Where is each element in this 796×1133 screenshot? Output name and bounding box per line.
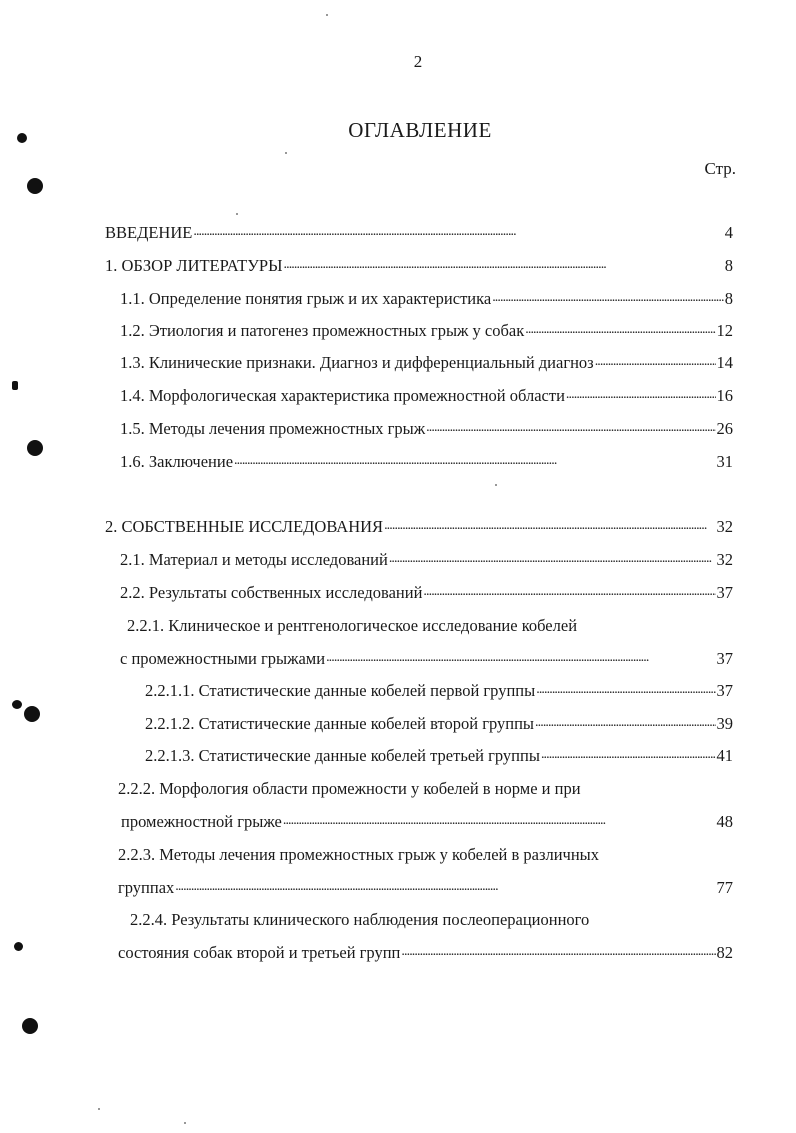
toc-entry-label: 2.2.1.2. Статистические данные кобелей второй группы xyxy=(145,714,535,733)
toc-entry xyxy=(120,418,733,440)
toc-entry xyxy=(120,288,733,310)
binder-hole-mark xyxy=(24,706,40,722)
scan-speck xyxy=(285,152,287,154)
toc-entry-page: 16 xyxy=(716,386,733,405)
toc-entry-label: 1.2. Этиология и патогенез промежностных грыж у собак xyxy=(120,321,525,340)
scan-speck xyxy=(184,1122,186,1124)
scan-mark xyxy=(12,700,22,709)
scan-mark xyxy=(12,381,18,390)
toc-entry-label: 2.2.3. Методы лечения промежностных грыж у кобелей в различных xyxy=(118,845,600,864)
toc-entry-page: 37 xyxy=(716,681,733,700)
toc-entry-label: 2.2.1.3. Статистические данные кобелей третьей группы xyxy=(145,746,540,765)
toc-entry xyxy=(121,811,733,833)
toc-entry xyxy=(120,451,733,473)
toc-entry-page: 39 xyxy=(716,714,733,733)
toc-entry-label: 1.4. Морфологическая характеристика промежностной области xyxy=(120,386,565,405)
scan-speck xyxy=(326,14,328,16)
toc-entry-page: 8 xyxy=(724,289,733,308)
toc-entry xyxy=(105,516,733,538)
toc-entry xyxy=(120,320,733,342)
toc-entry-page: 8 xyxy=(724,256,733,275)
toc-entry-page: 32 xyxy=(716,550,733,569)
scan-speck xyxy=(236,213,238,215)
toc-entry-label: 1.3. Клинические признаки. Диагноз и дифференциальный диагноз xyxy=(120,353,594,372)
scan-mark xyxy=(14,942,23,951)
toc-entry xyxy=(120,648,733,670)
toc-entry xyxy=(145,713,733,735)
toc-entry xyxy=(120,582,733,604)
toc-entry-label: 2.2.1. Клиническое и рентгенологическое исследование кобелей xyxy=(127,616,578,635)
toc-entry-page: 82 xyxy=(716,943,733,962)
toc-entry-label: 1. ОБЗОР ЛИТЕРАТУРЫ xyxy=(105,256,283,275)
toc-entry-label: 2.2.4. Результаты клинического наблюдения послеоперационного xyxy=(130,910,590,929)
toc-entry xyxy=(145,680,733,702)
toc-entry-page: 14 xyxy=(716,353,733,372)
binder-hole-mark xyxy=(22,1018,38,1034)
toc-entry-label-continued: промежностной грыже xyxy=(121,812,282,831)
scan-mark xyxy=(17,133,27,143)
toc-entry xyxy=(105,222,733,244)
toc-entry xyxy=(118,877,733,899)
binder-hole-mark xyxy=(27,440,43,456)
toc-entry-label-continued: группах xyxy=(118,878,175,897)
toc-entry xyxy=(120,549,733,571)
scan-speck xyxy=(495,484,497,486)
toc-entry-label-continued: состояния собак второй и третьей групп xyxy=(118,943,401,962)
toc-entry-label: 1.5. Методы лечения промежностных грыж xyxy=(120,419,426,438)
toc-entry-label-continued: с промежностными грыжами xyxy=(120,649,326,668)
page-number: 2 xyxy=(413,52,423,71)
toc-entry-page: 48 xyxy=(716,812,733,831)
toc-entry-page: 31 xyxy=(716,452,733,471)
toc-entry-page: 37 xyxy=(716,583,733,602)
toc-entry-label: 1.6. Заключение xyxy=(120,452,234,471)
toc-entry-page: 37 xyxy=(716,649,733,668)
toc-entry-label: 2. СОБСТВЕННЫЕ ИССЛЕДОВАНИЯ xyxy=(105,517,384,536)
toc-entry-label: 2.1. Материал и методы исследований xyxy=(120,550,388,569)
toc-entry-page: 26 xyxy=(716,419,733,438)
toc-entry-label: ВВЕДЕНИЕ xyxy=(105,223,193,242)
toc-entry-label: 1.1. Определение понятия грыж и их характеристика xyxy=(120,289,492,308)
toc-entry-page: 32 xyxy=(716,517,733,536)
toc-entry xyxy=(105,255,733,277)
scan-speck xyxy=(98,1108,100,1110)
toc-entry-page: 4 xyxy=(724,223,733,242)
toc-entry-page: 12 xyxy=(716,321,733,340)
toc-entry xyxy=(120,385,733,407)
toc-entry-label: 2.2.1.1. Статистические данные кобелей первой группы xyxy=(145,681,536,700)
toc-entry-label: 2.2. Результаты собственных исследований xyxy=(120,583,423,602)
toc-entry xyxy=(145,745,733,767)
toc-entry-label: 2.2.2. Морфология области промежности у кобелей в норме и при xyxy=(118,779,581,798)
binder-hole-mark xyxy=(27,178,43,194)
toc-entry-page: 41 xyxy=(716,746,733,765)
toc-entry-page: 77 xyxy=(716,878,733,897)
toc-entry xyxy=(120,352,733,374)
toc-entry xyxy=(118,942,733,964)
page-column-label: Стр. xyxy=(704,159,736,178)
page-title: ОГЛАВЛЕНИЕ xyxy=(348,118,492,142)
